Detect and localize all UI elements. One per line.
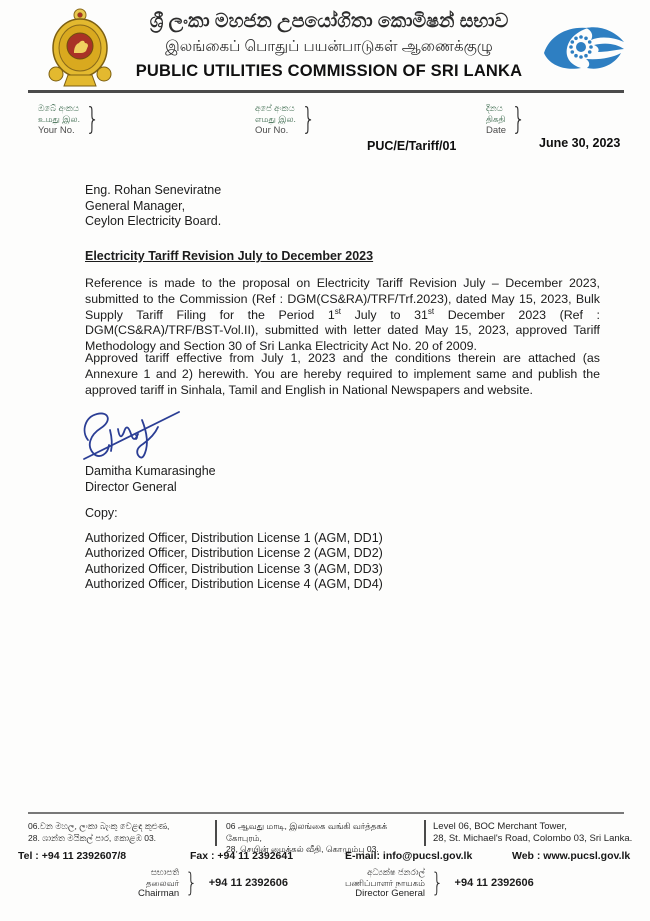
pucsl-eye-logo-icon [536,21,628,80]
email-address: E-mail: info@pucsl.gov.lk [345,850,473,862]
date-label-english: Date [486,125,507,136]
address-separator [215,820,217,846]
header-divider [28,90,624,93]
copy-list-item: Authorized Officer, Distribution License 2 (AGM, DD2) [85,546,383,561]
copy-list-item: Authorized Officer, Distribution License 4 (AGM, DD4) [85,576,383,591]
letterhead-titles [126,8,532,83]
dg-label-tamil: பணிப்பாளர் நாயகம் [345,877,425,888]
chairman-label-sinhala: සභාපති [150,867,180,877]
body-paragraph-1 [85,276,600,355]
our-no-label-tamil: எமது இல. [255,114,296,124]
copy-list-item: Authorized Officer, Distribution License 1 (AGM, DD1) [85,531,383,545]
org-title-english: PUBLIC UTILITIES COMMISSION OF SRI LANKA [135,62,523,80]
address-line: 06 ஆவது மாடி, இலங்கை வங்கி வர்த்தகக் கோபுரம், [226,821,388,843]
copy-list-item: Authorized Officer, Distribution License 3 (AGM, DD3) [85,561,383,576]
brace-glyph: } [431,868,444,898]
signature-block [85,464,216,495]
org-title-sinhala: ශ්‍රී ලංකා මහජන උපයෝගිතා කොමිෂන් සභාව [149,11,509,32]
chairman-phone: +94 11 2392606 [208,877,288,889]
brace-glyph: } [185,868,198,898]
brace-glyph: } [85,102,100,137]
chairman-label-english: Chairman [138,888,180,899]
website-url: Web : www.pucsl.gov.lk [512,850,631,862]
address-line: 28, செயின் மைக்கல் வீதி, கொழும்பு 03. [226,844,379,854]
your-no-field [38,102,102,137]
chairman-contact [138,867,288,899]
chairman-label-tamil: தலைவர் [145,877,180,888]
recipient-block [85,183,221,230]
para1-text: July to 31 [341,307,428,322]
your-no-label-english: Your No. [38,125,75,136]
recipient-line: Ceylon Electricity Board. [85,214,222,228]
footer-divider [28,812,624,814]
dg-label-sinhala: අධ්‍යක්ෂ ජනරාල් [367,867,425,877]
subject-line: Electricity Tariff Revision July to December 2023 [85,249,374,263]
brace-glyph: } [511,102,526,137]
address-line: Level 06, BOC Merchant Tower, [433,821,567,832]
para1-text: December 2023 (Ref : DGM(CS&RA)/TRF/BST-Vol.II), submitted with letter dated May 15, 2023, approved Tariff Methodology and Section 30 of Sri Lanka Electricity Act No. 20 of 2009. [85,307,601,354]
address-line: 28. ශාන්ත මයිකල් පාර, කොළඹ 03. [28,832,157,843]
signer-name: Damitha Kumarasinghe [85,464,216,478]
dg-label-english: Director General [355,888,425,899]
recipient-line: General Manager, [85,198,186,213]
address-english [433,821,635,844]
telephone-number: Tel : +94 11 2392607/8 [18,850,127,862]
date-value: June 30, 2023 [539,136,621,150]
sri-lanka-emblem-icon [44,6,116,95]
address-separator [424,820,426,846]
our-no-label-sinhala: අපේ අංකය [255,103,295,113]
your-no-label-sinhala: ඔබේ අංකය [38,103,79,113]
handwritten-signature [76,402,211,471]
your-no-label-tamil: உமது இல. [38,114,80,124]
body-paragraph-2: Approved tariff effective from July 1, 2023 and the conditions therein are attached (as Annexure 1 and 2) herewith. You are hereby required to implement same and publish the approved tariff in Sinhala, Tamil and English in National Newspapers and website. [85,351,600,397]
date-label-sinhala: දිනය [486,103,503,113]
copy-label: Copy: [85,506,118,520]
ordinal-superscript: st [334,306,341,316]
org-title-tamil: இலங்கைப் பொதுப் பயன்பாடுகள் ஆணைக்குழு [165,38,493,55]
our-no-label-english: Our No. [255,125,289,136]
address-line: 28, St. Michael's Road, Colombo 03, Sri Lanka. [433,832,633,844]
fax-number: Fax : +94 11 2392641 [190,850,294,862]
ordinal-superscript: st [427,306,435,316]
para1-text: Reference is made to the proposal on Electricity Tariff Revision July – December 2023, submitted to the Commission (Ref : DGM(CS&RA)/TRF/Trf.2023), dated May 15, 2023, Bulk Supply Tariff Filing for the Period 1 [85,276,600,322]
signer-title: Director General [85,479,177,494]
our-no-field [255,102,318,137]
date-label-tamil: திகதி [486,114,506,124]
our-no-value: PUC/E/Tariff/01 [367,139,457,153]
address-sinhala [28,821,210,844]
brace-glyph: } [301,102,316,137]
dg-phone: +94 11 2392606 [454,877,534,889]
recipient-line: Eng. Rohan Seneviratne [85,183,222,197]
copy-list [85,531,383,592]
address-line: 06.වන මහල, ලංකා බැංකු වෙළඳ කුළුණ, [28,821,170,831]
date-field [486,102,528,137]
director-general-contact [345,867,534,899]
